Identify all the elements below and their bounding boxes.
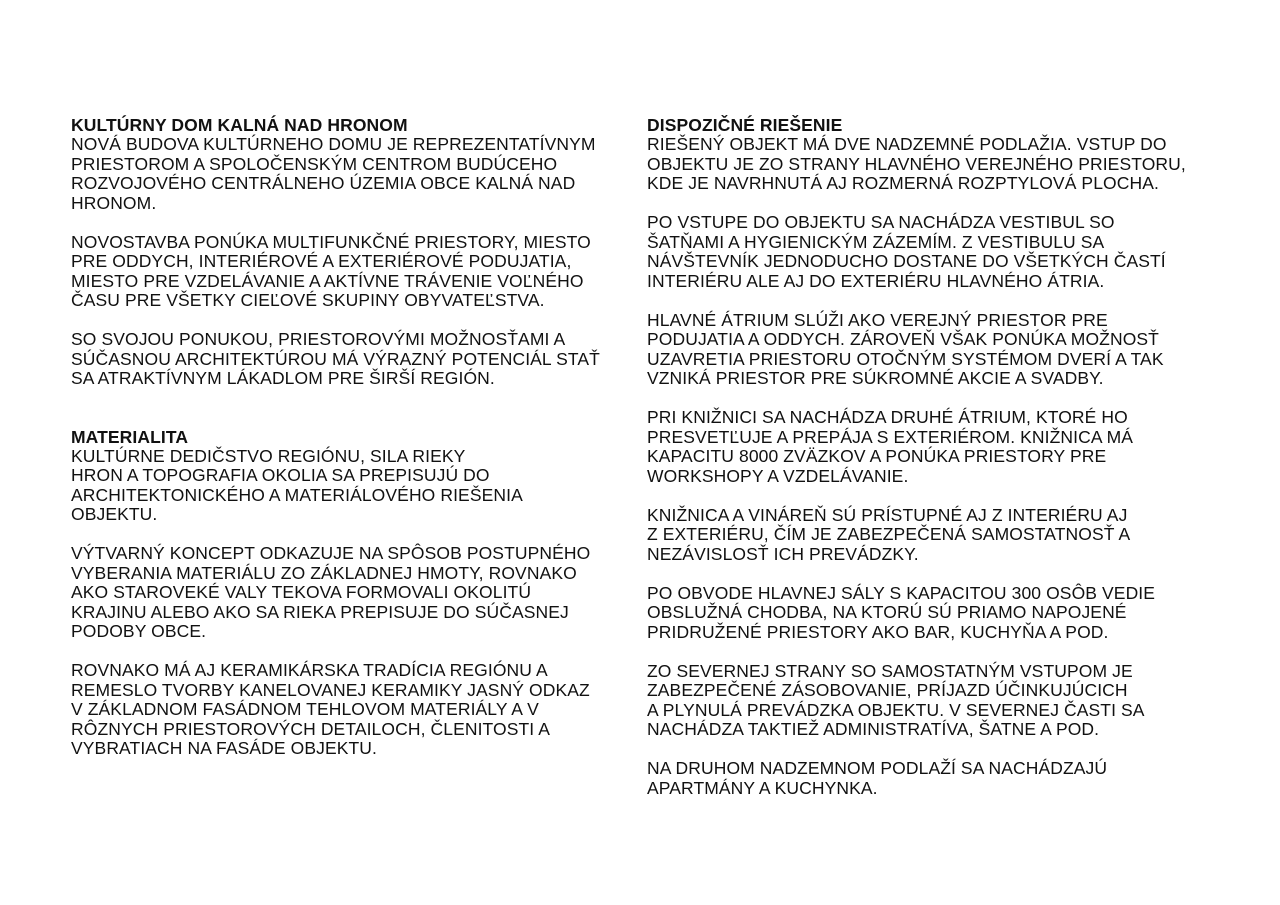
paragraph: HLAVNÉ ÁTRIUM SLÚŽI AKO VEREJNÝ PRIESTOR PRE PODUJATIA A ODDYCH. ZÁROVEŇ VŠAK PONÚKA MOŽNOSŤ UZAVRETIA PRIESTORU OTOČNÝM SYSTÉMOM DVERÍ A TAK VZNIKÁ PRIESTOR PRE SÚKROMNÉ AKCIE A SVADBY. — [647, 309, 1164, 388]
left-column — [71, 116, 637, 759]
section-title-kulturny-dom: KULTÚRNY DOM KALNÁ NAD HRONOM — [71, 115, 408, 135]
section-title-dispozicne-riesenie: DISPOZIČNÉ RIEŠENIE — [647, 115, 843, 135]
paragraph: ZO SEVERNEJ STRANY SO SAMOSTATNÝM VSTUPOM JE ZABEZPEČENÉ ZÁSOBOVANIE, PRÍJAZD ÚČINKUJÚCICH A PLYNULÁ PREVÁDZKA OBJEKTU. V SEVERNEJ ČASTI SA NACHÁDZA TAKTIEŽ ADMINISTRATÍVA, ŠATNE A POD. — [647, 660, 1145, 739]
paragraph: ROVNAKO MÁ AJ KERAMIKÁRSKA TRADÍCIA REGIÓNU A REMESLO TVORBY KANELOVANEJ KERAMIKY JASNÝ ODKAZ V ZÁKLADNOM FASÁDNOM TEHLOVOM MATERIÁLY A V RÔZNYCH PRIESTOROVÝCH DETAILOCH, ČLENITOSTI A VYBRATIACH NA FASÁDE OBJEKTU. — [71, 660, 590, 758]
paragraph: KNIŽNICA A VINÁREŇ SÚ PRÍSTUPNÉ AJ Z INTERIÉRU AJ Z EXTERIÉRU, ČÍM JE ZABEZPEČENÁ SAMOSTATNOSŤ A NEZÁVISLOSŤ ICH PREVÁDZKY. — [647, 504, 1131, 564]
paragraph: SO SVOJOU PONUKOU, PRIESTOROVÝMI MOŽNOSŤAMI A SÚČASNOU ARCHITEKTÚROU MÁ VÝRAZNÝ POTENCIÁL STAŤ SA ATRAKTÍVNYM LÁKADLOM PRE ŠIRŠÍ REGIÓN. — [71, 329, 600, 388]
paragraph: PO OBVODE HLAVNEJ SÁLY S KAPACITOU 300 OSÔB VEDIE OBSLUŽNÁ CHODBA, NA KTORÚ SÚ PRIAMO NAPOJENÉ PRIDRUŽENÉ PRIESTORY AKO BAR, KUCHYŇA A POD. — [647, 582, 1156, 642]
paragraph: RIEŠENÝ OBJEKT MÁ DVE NADZEMNÉ PODLAŽIA. VSTUP DO OBJEKTU JE ZO STRANY HLAVNÉHO VEREJNÉHO PRIESTORU, KDE JE NAVRHNUTÁ AJ ROZMERNÁ ROZPTYLOVÁ PLOCHA. — [647, 134, 1186, 193]
paragraph: VÝTVARNÝ KONCEPT ODKAZUJE NA SPÔSOB POSTUPNÉHO VYBERANIA MATERIÁLU ZO ZÁKLADNEJ HMOTY, ROVNAKO AKO STAROVEKÉ VALY TEKOVA FORMOVALI OKOLITÚ KRAJINU ALEBO AKO SA RIEKA PREPISUJE DO SÚČASNEJ PODOBY OBCE. — [71, 543, 591, 641]
paragraph: NA DRUHOM NADZEMNOM PODLAŽÍ SA NACHÁDZAJÚ APARTMÁNY A KUCHYNKA. — [647, 758, 1108, 798]
paragraph: NOVOSTAVBA PONÚKA MULTIFUNKČNÉ PRIESTORY, MIESTO PRE ODDYCH, INTERIÉROVÉ A EXTERIÉROVÉ PODUJATIA, MIESTO PRE VZDELÁVANIE A AKTÍVNE TRÁVENIE VOĽNÉHO ČASU PRE VŠETKY CIEĽOVÉ SKUPINY OBYVATEĽSTVA. — [71, 231, 591, 310]
section-title-materialita: MATERIALITA — [71, 426, 189, 447]
right-column — [647, 116, 1213, 798]
paragraph: KULTÚRNE DEDIČSTVO REGIÓNU, SILA RIEKY HRON A TOPOGRAFIA OKOLIA SA PREPISUJÚ DO ARCHITEKTONICKÉHO A MATERIÁLOVÉHO RIEŠENIA OBJEKTU. — [71, 445, 523, 524]
paragraph: PRI KNIŽNICI SA NACHÁDZA DRUHÉ ÁTRIUM, KTORÉ HO PRESVETĽUJE A PREPÁJA S EXTERIÉROM. KNIŽNICA MÁ KAPACITU 8000 ZVÄZKOV A PONÚKA PRIESTORY PRE WORKSHOPY A VZDELÁVANIE. — [647, 407, 1134, 486]
paragraph: NOVÁ BUDOVA KULTÚRNEHO DOMU JE REPREZENTATÍVNYM PRIESTOROM A SPOLOČENSKÝM CENTROM BUDÚCEHO ROZVOJOVÉHO CENTRÁLNEHO ÚZEMIA OBCE KALNÁ NAD HRONOM. — [71, 134, 596, 213]
paragraph: PO VSTUPE DO OBJEKTU SA NACHÁDZA VESTIBUL SO ŠATŇAMI A HYGIENICKÝM ZÁZEMÍM. Z VESTIBULU SA NÁVŠTEVNÍK JEDNODUCHO DOSTANE DO VŠETKÝCH ČASTÍ INTERIÉRU ALE AJ DO EXTERIÉRU HLAVNÉHO ÁTRIA. — [647, 212, 1166, 291]
